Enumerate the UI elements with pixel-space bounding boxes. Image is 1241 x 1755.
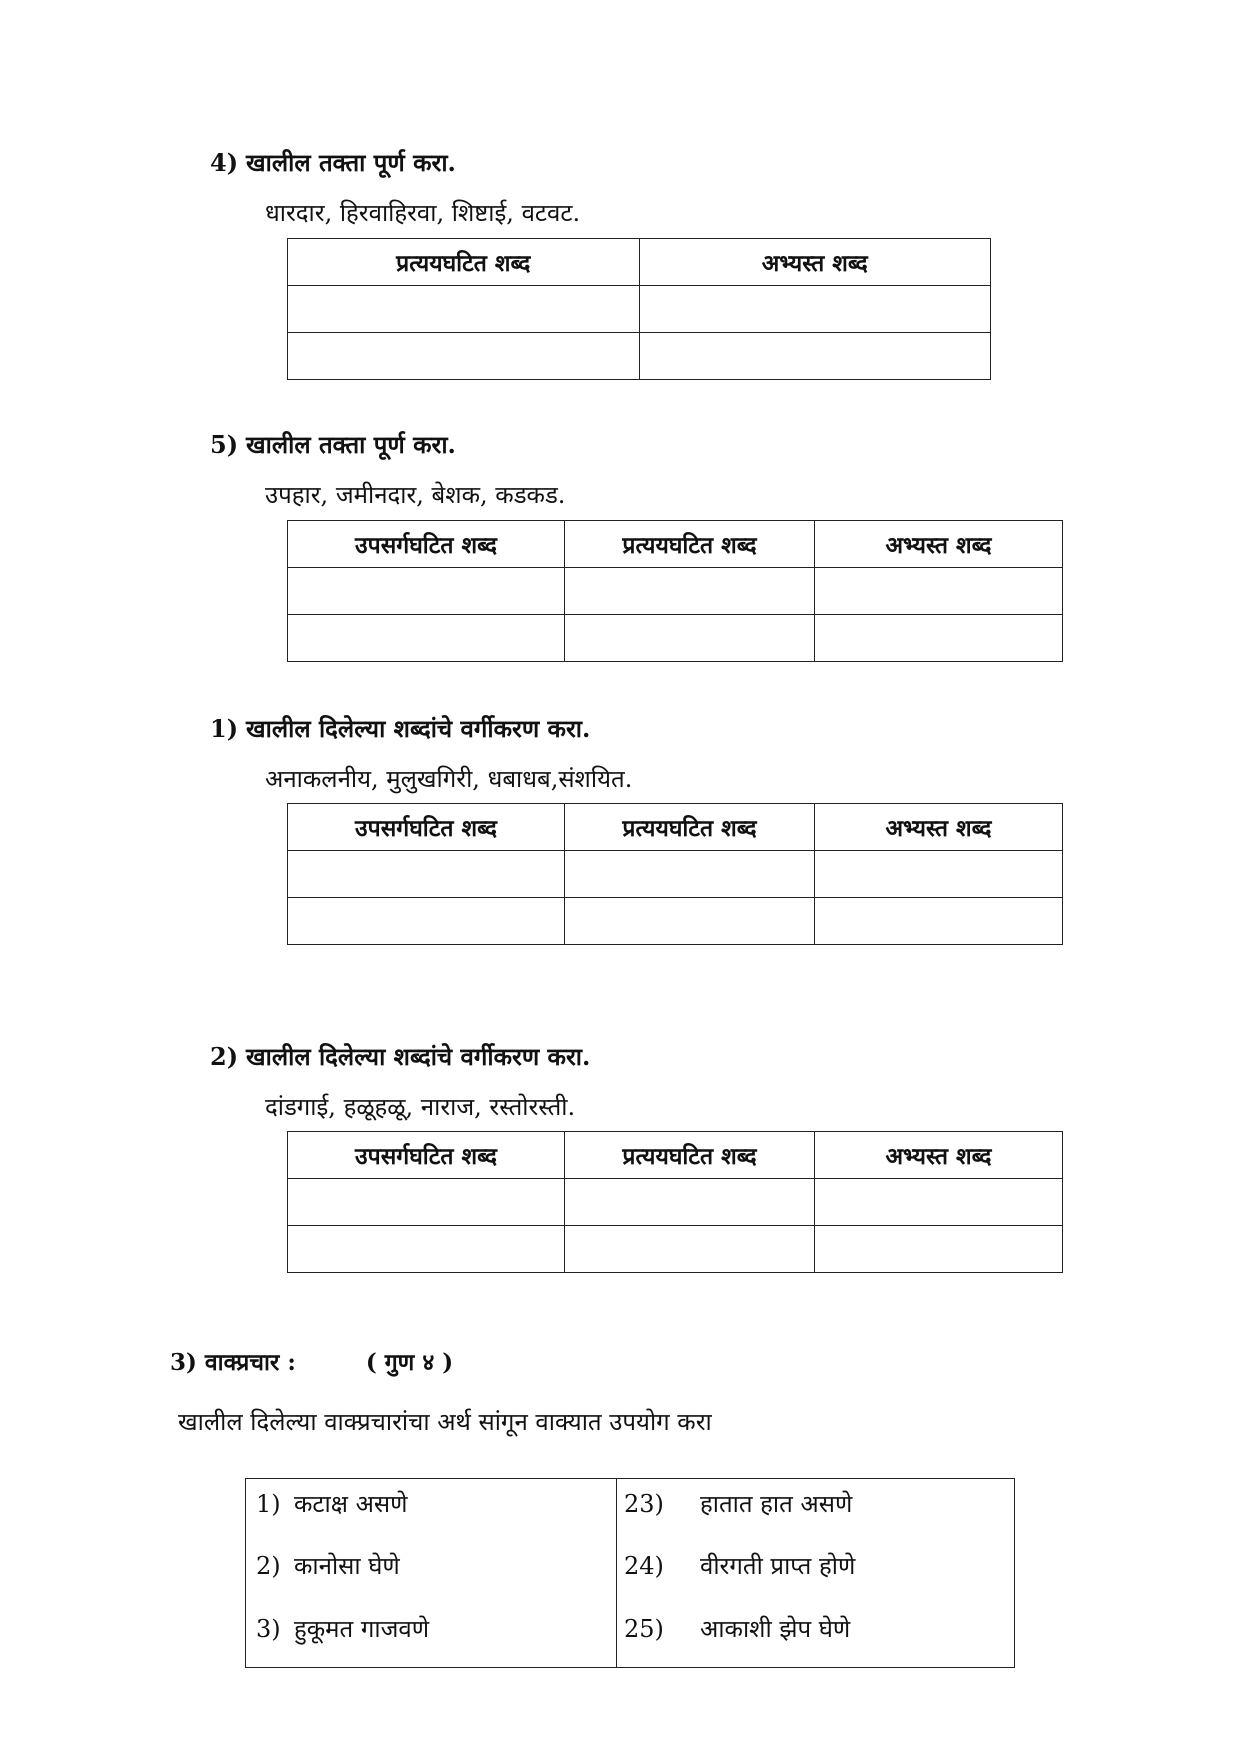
table-row xyxy=(288,851,1063,898)
answer-cell[interactable] xyxy=(565,851,815,898)
phrase-item xyxy=(256,1487,408,1520)
answer-cell[interactable] xyxy=(565,615,815,662)
table-header-cell: उपसर्गघटित शब्द xyxy=(288,804,565,851)
section3-instruction: खालील दिलेल्या वाक्प्रचारांचा अर्थ सांगून वाक्यात उपयोग करा xyxy=(178,1408,712,1436)
table-row xyxy=(288,568,1063,615)
table-row xyxy=(288,286,991,333)
phrase-text: हुकूमत गाजवणे xyxy=(294,1615,430,1643)
phrase-item xyxy=(256,1549,400,1582)
answer-cell[interactable] xyxy=(815,1179,1063,1226)
q4-heading xyxy=(210,146,456,179)
q4-table xyxy=(287,238,991,380)
answer-cell[interactable] xyxy=(639,333,991,380)
q2-instruction: खालील दिलेल्या शब्दांचे वर्गीकरण करा. xyxy=(246,1042,591,1071)
table-row xyxy=(288,333,991,380)
answer-cell[interactable] xyxy=(815,898,1063,945)
table-header-row xyxy=(288,1132,1063,1179)
answer-cell[interactable] xyxy=(288,568,565,615)
table-row xyxy=(288,898,1063,945)
answer-cell[interactable] xyxy=(288,333,640,380)
table-header-cell: प्रत्ययघटित शब्द xyxy=(565,804,815,851)
answer-cell[interactable] xyxy=(565,898,815,945)
phrase-table-divider xyxy=(616,1479,617,1667)
phrase-item xyxy=(624,1612,850,1645)
table-header-row xyxy=(288,804,1063,851)
q5-table xyxy=(287,520,1063,662)
q5-number: 5) xyxy=(210,430,239,459)
q5-heading xyxy=(210,428,456,461)
table-header-cell: अभ्यस्त शब्द xyxy=(815,521,1063,568)
q4-number: 4) xyxy=(210,148,239,177)
phrase-text: वीरगती प्राप्त होणे xyxy=(700,1552,856,1580)
q1-instruction: खालील दिलेल्या शब्दांचे वर्गीकरण करा. xyxy=(246,714,591,743)
answer-cell[interactable] xyxy=(815,851,1063,898)
answer-cell[interactable] xyxy=(815,615,1063,662)
q1-number: 1) xyxy=(210,714,239,743)
answer-cell[interactable] xyxy=(565,1179,815,1226)
table-row xyxy=(288,1179,1063,1226)
phrase-number: 24) xyxy=(624,1552,664,1580)
answer-cell[interactable] xyxy=(639,286,991,333)
phrase-number: 2) xyxy=(256,1552,281,1580)
phrase-number: 25) xyxy=(624,1615,664,1643)
q1-table xyxy=(287,803,1063,945)
q2-heading xyxy=(210,1040,590,1073)
phrase-number: 3) xyxy=(256,1615,281,1643)
table-header-cell: प्रत्ययघटित शब्द xyxy=(565,1132,815,1179)
q1-word-list: अनाकलनीय, मुलुखगिरी, धबाधब,संशयित. xyxy=(265,765,633,793)
phrase-text: कटाक्ष असणे xyxy=(294,1490,408,1518)
table-header-cell: उपसर्गघटित शब्द xyxy=(288,521,565,568)
table-header-cell: अभ्यस्त शब्द xyxy=(815,804,1063,851)
phrase-item xyxy=(624,1549,855,1582)
q4-word-list: धारदार, हिरवाहिरवा, शिष्टाई, वटवट. xyxy=(265,199,581,227)
table-header-cell: प्रत्ययघटित शब्द xyxy=(565,521,815,568)
phrase-number: 1) xyxy=(256,1490,281,1518)
phrase-number: 23) xyxy=(624,1490,664,1518)
phrase-item xyxy=(624,1487,852,1520)
answer-cell[interactable] xyxy=(288,1179,565,1226)
section3-heading xyxy=(170,1345,453,1377)
q4-instruction: खालील तक्ता पूर्ण करा. xyxy=(246,148,456,177)
q5-instruction: खालील तक्ता पूर्ण करा. xyxy=(246,430,456,459)
phrase-item xyxy=(256,1612,429,1645)
q5-word-list: उपहार, जमीनदार, बेशक, कडकड. xyxy=(265,481,566,509)
table-header-row xyxy=(288,521,1063,568)
q2-word-list: दांडगाई, हळूहळू, नाराज, रस्तोरस्ती. xyxy=(265,1093,576,1121)
answer-cell[interactable] xyxy=(288,286,640,333)
table-header-cell: प्रत्ययघटित शब्द xyxy=(288,239,640,286)
answer-cell[interactable] xyxy=(288,851,565,898)
answer-cell[interactable] xyxy=(288,615,565,662)
table-header-row xyxy=(288,239,991,286)
table-header-cell: अभ्यस्त शब्द xyxy=(639,239,991,286)
phrase-text: आकाशी झेप घेणे xyxy=(700,1615,851,1643)
phrase-text: हातात हात असणे xyxy=(700,1490,853,1518)
q1-heading xyxy=(210,712,590,745)
table-row xyxy=(288,615,1063,662)
section3-title: 3) वाक्प्रचार : xyxy=(170,1349,296,1376)
answer-cell[interactable] xyxy=(815,568,1063,615)
q2-table xyxy=(287,1131,1063,1273)
table-header-cell: उपसर्गघटित शब्द xyxy=(288,1132,565,1179)
answer-cell[interactable] xyxy=(565,1226,815,1273)
phrase-table xyxy=(245,1478,1015,1668)
answer-cell[interactable] xyxy=(288,898,565,945)
answer-cell[interactable] xyxy=(565,568,815,615)
table-row xyxy=(288,1226,1063,1273)
answer-cell[interactable] xyxy=(288,1226,565,1273)
table-header-cell: अभ्यस्त शब्द xyxy=(815,1132,1063,1179)
phrase-text: कानोसा घेणे xyxy=(294,1552,400,1580)
q2-number: 2) xyxy=(210,1042,239,1071)
section3-marks: ( गुण ४ ) xyxy=(365,1349,454,1376)
answer-cell[interactable] xyxy=(815,1226,1063,1273)
